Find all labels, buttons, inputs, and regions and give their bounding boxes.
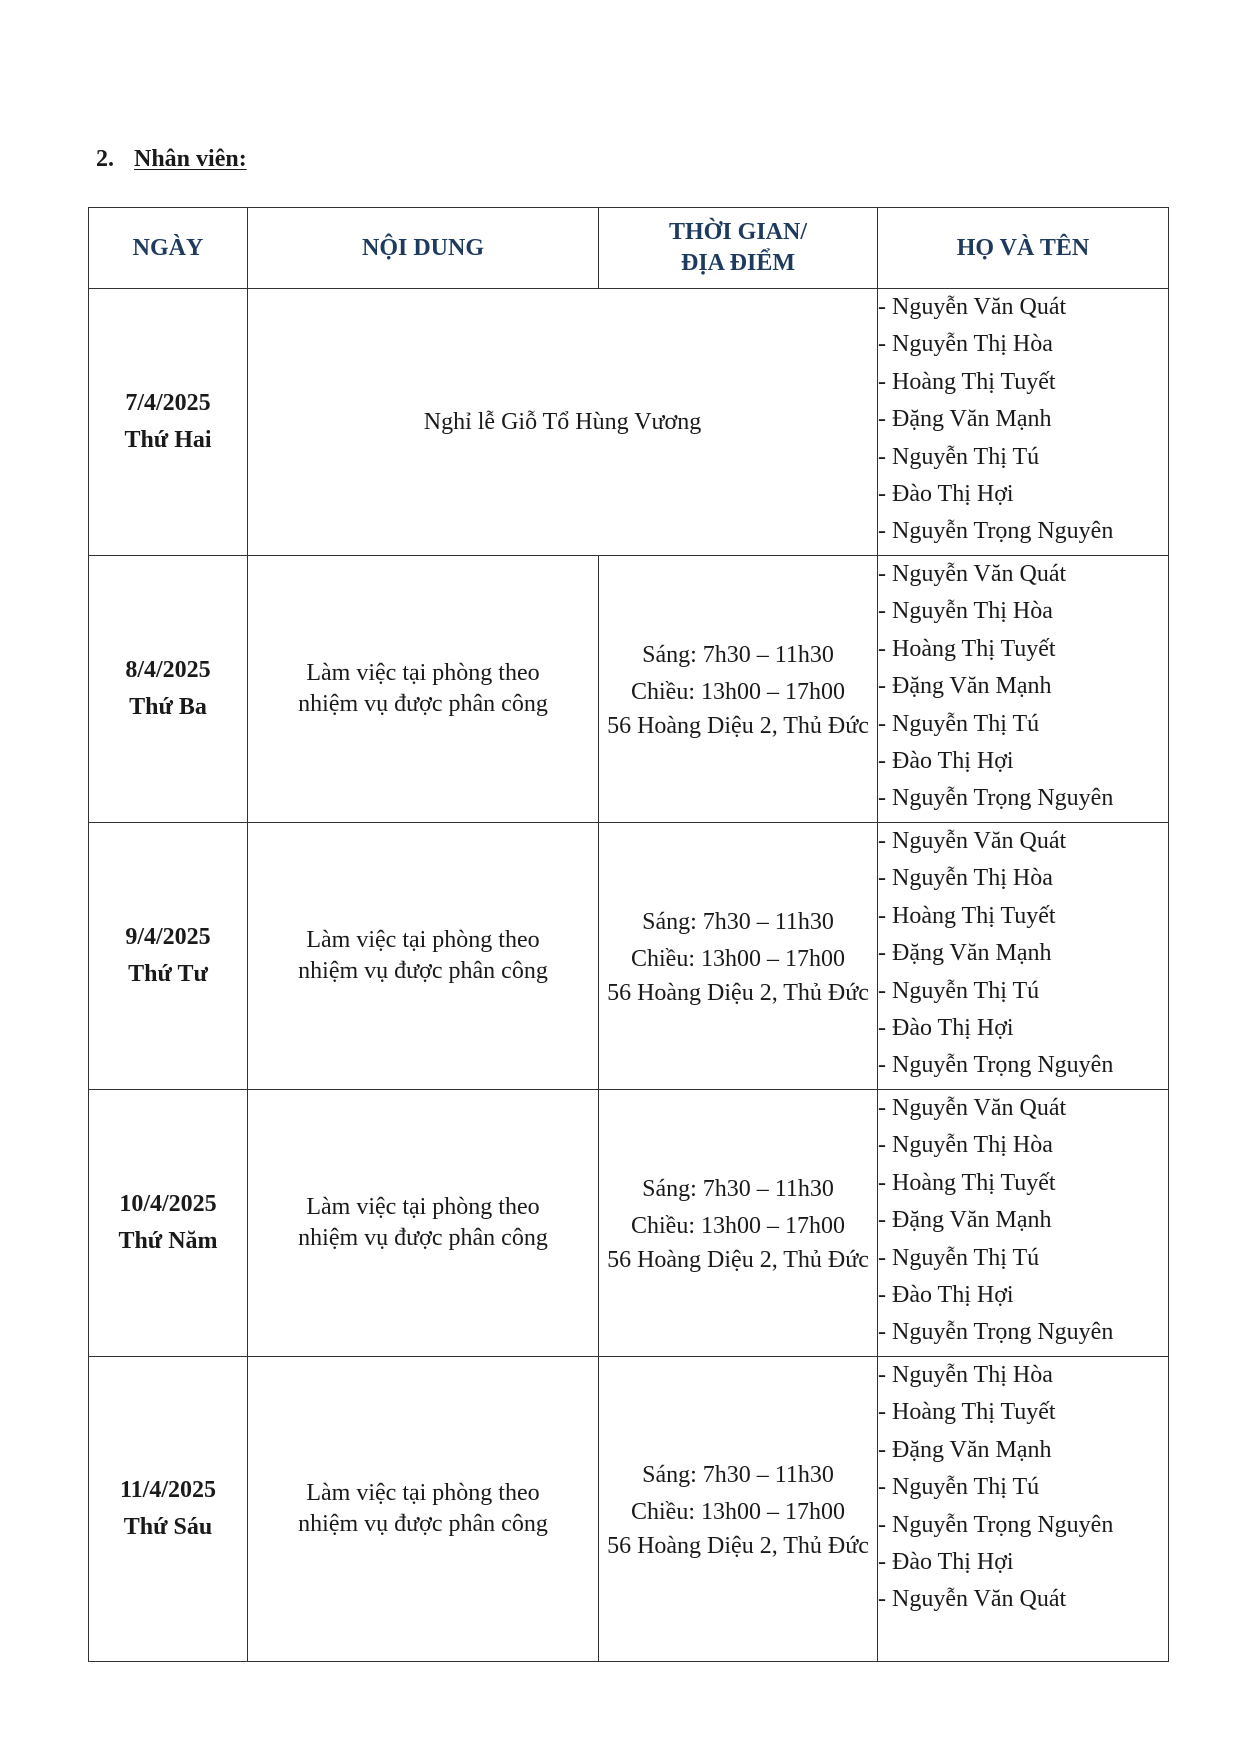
staff-name: - Đào Thị Hợi xyxy=(878,481,1014,508)
staff-name: - Đào Thị Hợi xyxy=(878,1015,1014,1042)
content-text: Làm việc tại phòng theo nhiệm vụ được phân công xyxy=(298,1194,548,1251)
staff-name: - Hoàng Thị Tuyết xyxy=(878,902,1056,929)
staff-name: - Đào Thị Hợi xyxy=(878,1549,1014,1576)
staff-name: - Nguyễn Thị Hòa xyxy=(878,865,1053,892)
header-time-line1: THỜI GIAN/ xyxy=(668,219,808,245)
location-text: 56 Hoàng Diệu 2, Thủ Đức xyxy=(607,712,869,739)
staff-name: - Đặng Văn Mạnh xyxy=(878,673,1052,700)
names-cell xyxy=(878,289,1169,556)
table-row xyxy=(89,289,1169,556)
section-number: 2. xyxy=(96,146,114,172)
date-text: 8/4/2025 xyxy=(125,657,211,683)
names-cell xyxy=(878,1090,1169,1357)
staff-name: - Đặng Văn Mạnh xyxy=(878,406,1052,433)
staff-schedule-table xyxy=(88,207,1169,1662)
staff-name: - Nguyễn Trọng Nguyên xyxy=(878,518,1114,545)
table-row xyxy=(89,823,1169,1090)
location-text: 56 Hoàng Diệu 2, Thủ Đức xyxy=(607,1246,869,1273)
staff-name: - Nguyễn Thị Tú xyxy=(878,977,1040,1004)
staff-name: - Hoàng Thị Tuyết xyxy=(878,1169,1056,1196)
section-heading xyxy=(96,146,247,173)
names-cell xyxy=(878,1357,1169,1662)
content-text: Làm việc tại phòng theo nhiệm vụ được phân công xyxy=(298,927,548,984)
date-cell xyxy=(89,556,248,823)
location-text: 56 Hoàng Diệu 2, Thủ Đức xyxy=(607,1532,869,1559)
content-cell xyxy=(248,1090,599,1357)
time-location-cell xyxy=(599,1357,878,1662)
weekday-text: Thứ Sáu xyxy=(123,1514,213,1540)
header-names: HỌ VÀ TÊN xyxy=(878,208,1169,289)
names-cell xyxy=(878,823,1169,1090)
staff-name: - Nguyễn Thị Hòa xyxy=(878,1362,1053,1388)
date-text: 7/4/2025 xyxy=(125,390,211,416)
time-location-cell xyxy=(599,823,878,1090)
staff-name: - Nguyễn Thị Tú xyxy=(878,1244,1040,1271)
date-text: 9/4/2025 xyxy=(125,924,211,950)
table-row xyxy=(89,556,1169,823)
date-cell xyxy=(89,289,248,556)
names-cell xyxy=(878,556,1169,823)
staff-name: - Hoàng Thị Tuyết xyxy=(878,368,1056,395)
afternoon-hours: Chiều: 13h00 – 17h00 xyxy=(631,945,845,972)
staff-name: - Hoàng Thị Tuyết xyxy=(878,1399,1056,1426)
staff-name: - Nguyễn Trọng Nguyên xyxy=(878,1319,1114,1346)
header-time-line2: ĐỊA ĐIỂM xyxy=(680,250,795,276)
afternoon-hours: Chiều: 13h00 – 17h00 xyxy=(631,678,845,705)
staff-name: - Đặng Văn Mạnh xyxy=(878,940,1052,967)
staff-name: - Đào Thị Hợi xyxy=(878,748,1014,775)
staff-name: - Nguyễn Thị Hòa xyxy=(878,1132,1053,1159)
staff-name: - Nguyễn Thị Tú xyxy=(878,443,1040,470)
weekday-text: Thứ Hai xyxy=(124,427,212,453)
header-time-location xyxy=(599,208,878,289)
weekday-text: Thứ Ba xyxy=(129,694,207,720)
time-location-cell xyxy=(599,556,878,823)
staff-name: - Nguyễn Văn Quát xyxy=(878,1586,1067,1613)
staff-name: - Đặng Văn Mạnh xyxy=(878,1207,1052,1234)
staff-name: - Nguyễn Trọng Nguyên xyxy=(878,1511,1114,1538)
staff-name: - Nguyễn Văn Quát xyxy=(878,828,1067,854)
date-cell xyxy=(89,1090,248,1357)
section-title: Nhân viên: xyxy=(134,146,247,172)
staff-name: - Nguyễn Trọng Nguyên xyxy=(878,1052,1114,1079)
date-text: 11/4/2025 xyxy=(119,1477,216,1503)
staff-name: - Nguyễn Thị Tú xyxy=(878,1474,1040,1501)
weekday-text: Thứ Năm xyxy=(118,1228,218,1254)
weekday-text: Thứ Tư xyxy=(128,961,208,987)
morning-hours: Sáng: 7h30 – 11h30 xyxy=(642,1461,834,1488)
staff-name: - Nguyễn Văn Quát xyxy=(878,561,1067,587)
content-cell xyxy=(248,556,599,823)
afternoon-hours: Chiều: 13h00 – 17h00 xyxy=(631,1498,845,1525)
date-cell xyxy=(89,1357,248,1662)
staff-name: - Đặng Văn Mạnh xyxy=(878,1436,1052,1463)
content-cell: Nghỉ lễ Giỗ Tổ Hùng Vương xyxy=(248,289,878,556)
staff-name: - Hoàng Thị Tuyết xyxy=(878,635,1056,662)
date-text: 10/4/2025 xyxy=(119,1191,217,1217)
time-location-cell xyxy=(599,1090,878,1357)
staff-name: - Nguyễn Văn Quát xyxy=(878,1095,1067,1121)
header-content: NỘI DUNG xyxy=(248,208,599,289)
content-text: Làm việc tại phòng theo nhiệm vụ được phân công xyxy=(298,660,548,717)
staff-name: - Đào Thị Hợi xyxy=(878,1282,1014,1309)
staff-name: - Nguyễn Văn Quát xyxy=(878,294,1067,320)
content-text: Làm việc tại phòng theo nhiệm vụ được phân công xyxy=(298,1480,548,1537)
staff-name: - Nguyễn Trọng Nguyên xyxy=(878,785,1114,812)
content-cell xyxy=(248,823,599,1090)
location-text: 56 Hoàng Diệu 2, Thủ Đức xyxy=(607,979,869,1006)
header-row xyxy=(89,208,1169,289)
staff-name: - Nguyễn Thị Tú xyxy=(878,710,1040,737)
table-row xyxy=(89,1357,1169,1662)
table-row xyxy=(89,1090,1169,1357)
content-cell xyxy=(248,1357,599,1662)
morning-hours: Sáng: 7h30 – 11h30 xyxy=(642,641,834,668)
header-date: NGÀY xyxy=(89,208,248,289)
staff-name: - Nguyễn Thị Hòa xyxy=(878,598,1053,625)
staff-name: - Nguyễn Thị Hòa xyxy=(878,331,1053,358)
date-cell xyxy=(89,823,248,1090)
morning-hours: Sáng: 7h30 – 11h30 xyxy=(642,1175,834,1202)
morning-hours: Sáng: 7h30 – 11h30 xyxy=(642,908,834,935)
afternoon-hours: Chiều: 13h00 – 17h00 xyxy=(631,1212,845,1239)
